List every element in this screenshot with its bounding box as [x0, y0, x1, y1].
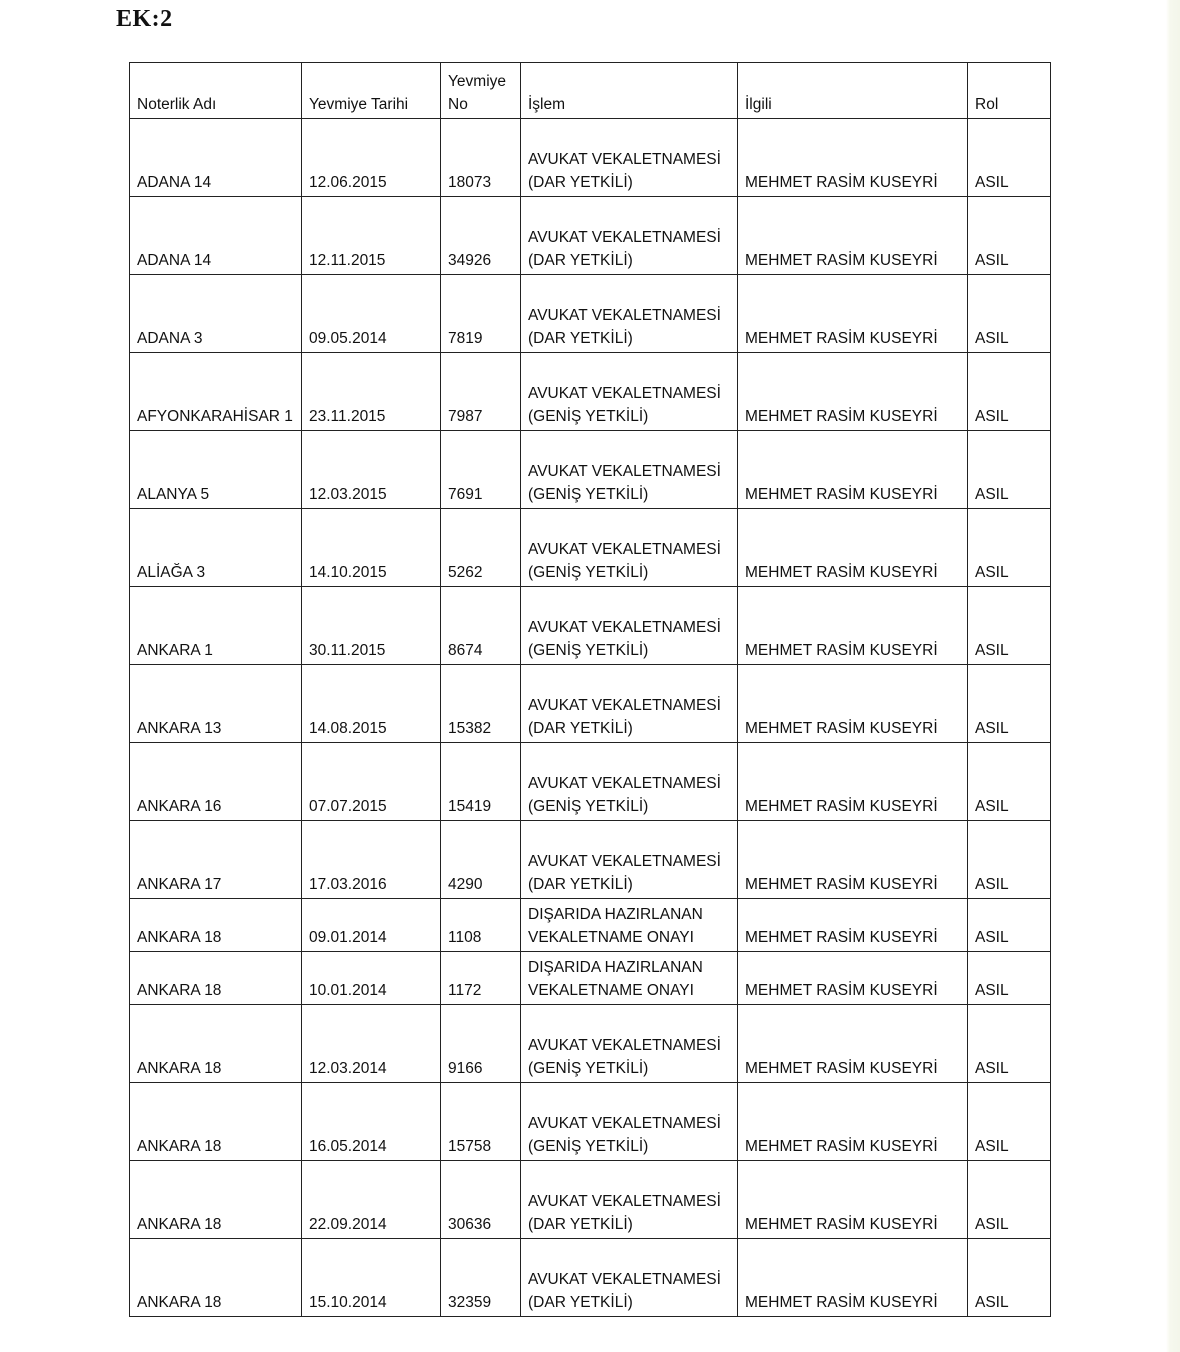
cell-yevmiye-tarihi: 15.10.2014: [302, 1239, 441, 1317]
islem-line: AVUKAT VEKALETNAMESİ: [528, 151, 721, 168]
islem-line: AVUKAT VEKALETNAMESİ: [528, 1271, 721, 1288]
cell-rol: ASIL: [968, 821, 1051, 899]
cell-rol: ASIL: [968, 353, 1051, 431]
cell-noterlik: ANKARA 16: [130, 743, 302, 821]
cell-yevmiye-tarihi: 07.07.2015: [302, 743, 441, 821]
cell-islem: [521, 743, 738, 821]
cell-noterlik: ANKARA 17: [130, 821, 302, 899]
islem-line: AVUKAT VEKALETNAMESİ: [528, 541, 721, 558]
table-row: [130, 431, 1051, 509]
cell-rol: ASIL: [968, 119, 1051, 197]
islem-line: (DAR YETKİLİ): [528, 1216, 633, 1233]
cell-yevmiye-no: 5262: [441, 509, 521, 587]
cell-ilgili: MEHMET RASİM KUSEYRİ: [738, 197, 968, 275]
cell-noterlik: ANKARA 18: [130, 1005, 302, 1083]
cell-yevmiye-tarihi: 16.05.2014: [302, 1083, 441, 1161]
cell-ilgili: MEHMET RASİM KUSEYRİ: [738, 587, 968, 665]
table-row: [130, 821, 1051, 899]
islem-line: (DAR YETKİLİ): [528, 252, 633, 269]
cell-ilgili: MEHMET RASİM KUSEYRİ: [738, 665, 968, 743]
cell-yevmiye-no: 15758: [441, 1083, 521, 1161]
cell-noterlik: AFYONKARAHİSAR 1: [130, 353, 302, 431]
cell-islem: [521, 665, 738, 743]
cell-ilgili: MEHMET RASİM KUSEYRİ: [738, 1005, 968, 1083]
cell-yevmiye-tarihi: 17.03.2016: [302, 821, 441, 899]
islem-line: AVUKAT VEKALETNAMESİ: [528, 385, 721, 402]
cell-rol: ASIL: [968, 665, 1051, 743]
cell-ilgili: MEHMET RASİM KUSEYRİ: [738, 509, 968, 587]
islem-line: AVUKAT VEKALETNAMESİ: [528, 697, 721, 714]
cell-islem: [521, 1005, 738, 1083]
cell-yevmiye-no: 7691: [441, 431, 521, 509]
cell-yevmiye-no: 34926: [441, 197, 521, 275]
islem-line: (DAR YETKİLİ): [528, 720, 633, 737]
islem-line: VEKALETNAME ONAYI: [528, 982, 694, 999]
cell-islem: [521, 1239, 738, 1317]
cell-rol: ASIL: [968, 1005, 1051, 1083]
islem-line: AVUKAT VEKALETNAMESİ: [528, 853, 721, 870]
cell-rol: ASIL: [968, 952, 1051, 1005]
table-row: [130, 509, 1051, 587]
cell-yevmiye-no: 15382: [441, 665, 521, 743]
cell-ilgili: MEHMET RASİM KUSEYRİ: [738, 899, 968, 952]
header-ilgili: İlgili: [738, 63, 968, 119]
table-row: [130, 665, 1051, 743]
cell-islem: [521, 1083, 738, 1161]
islem-line: AVUKAT VEKALETNAMESİ: [528, 1037, 721, 1054]
cell-ilgili: MEHMET RASİM KUSEYRİ: [738, 1083, 968, 1161]
islem-line: (GENİŞ YETKİLİ): [528, 486, 649, 503]
header-yevmiye-tarihi: Yevmiye Tarihi: [302, 63, 441, 119]
cell-yevmiye-tarihi: 23.11.2015: [302, 353, 441, 431]
cell-yevmiye-tarihi: 12.06.2015: [302, 119, 441, 197]
cell-yevmiye-tarihi: 14.08.2015: [302, 665, 441, 743]
islem-line: (DAR YETKİLİ): [528, 330, 633, 347]
cell-yevmiye-no: 7987: [441, 353, 521, 431]
islem-line: AVUKAT VEKALETNAMESİ: [528, 1115, 721, 1132]
cell-islem: [521, 119, 738, 197]
cell-noterlik: ANKARA 18: [130, 1239, 302, 1317]
table-row: [130, 275, 1051, 353]
islem-line: DIŞARIDA HAZIRLANAN: [528, 906, 703, 923]
table-row: [130, 1083, 1051, 1161]
cell-yevmiye-tarihi: 09.01.2014: [302, 899, 441, 952]
cell-noterlik: ANKARA 18: [130, 1083, 302, 1161]
islem-line: AVUKAT VEKALETNAMESİ: [528, 775, 721, 792]
islem-line: (GENİŞ YETKİLİ): [528, 1138, 649, 1155]
cell-noterlik: ALİAĞA 3: [130, 509, 302, 587]
cell-yevmiye-no: 8674: [441, 587, 521, 665]
cell-yevmiye-tarihi: 14.10.2015: [302, 509, 441, 587]
cell-rol: ASIL: [968, 899, 1051, 952]
cell-rol: ASIL: [968, 275, 1051, 353]
cell-islem: [521, 431, 738, 509]
cell-islem: [521, 1161, 738, 1239]
table-header-row: [130, 63, 1051, 119]
cell-noterlik: ANKARA 13: [130, 665, 302, 743]
cell-yevmiye-tarihi: 22.09.2014: [302, 1161, 441, 1239]
cell-ilgili: MEHMET RASİM KUSEYRİ: [738, 119, 968, 197]
table-row: [130, 353, 1051, 431]
islem-line: VEKALETNAME ONAYI: [528, 929, 694, 946]
cell-rol: ASIL: [968, 1161, 1051, 1239]
cell-rol: ASIL: [968, 431, 1051, 509]
cell-islem: [521, 899, 738, 952]
cell-yevmiye-tarihi: 12.11.2015: [302, 197, 441, 275]
cell-yevmiye-no: 15419: [441, 743, 521, 821]
header-islem: İşlem: [521, 63, 738, 119]
table-row: [130, 1239, 1051, 1317]
islem-line: (GENİŞ YETKİLİ): [528, 642, 649, 659]
cell-ilgili: MEHMET RASİM KUSEYRİ: [738, 952, 968, 1005]
cell-islem: [521, 197, 738, 275]
cell-islem: [521, 353, 738, 431]
cell-rol: ASIL: [968, 509, 1051, 587]
header-yevmiye-no: Yevmiye No: [441, 63, 521, 119]
cell-yevmiye-no: 30636: [441, 1161, 521, 1239]
islem-line: DIŞARIDA HAZIRLANAN: [528, 959, 703, 976]
cell-noterlik: ANKARA 18: [130, 952, 302, 1005]
notary-records-table: [129, 62, 1051, 1317]
cell-yevmiye-no: 7819: [441, 275, 521, 353]
cell-yevmiye-no: 1108: [441, 899, 521, 952]
table-row: [130, 197, 1051, 275]
cell-rol: ASIL: [968, 1083, 1051, 1161]
cell-rol: ASIL: [968, 587, 1051, 665]
cell-islem: [521, 587, 738, 665]
cell-rol: ASIL: [968, 743, 1051, 821]
cell-ilgili: MEHMET RASİM KUSEYRİ: [738, 743, 968, 821]
cell-yevmiye-no: 32359: [441, 1239, 521, 1317]
table-body: [130, 119, 1051, 1317]
table-row: [130, 587, 1051, 665]
table-row: [130, 1005, 1051, 1083]
header-noterlik-adi: Noterlik Adı: [130, 63, 302, 119]
cell-yevmiye-no: 18073: [441, 119, 521, 197]
cell-yevmiye-tarihi: 09.05.2014: [302, 275, 441, 353]
islem-line: (GENİŞ YETKİLİ): [528, 798, 649, 815]
table-row: [130, 899, 1051, 952]
islem-line: (DAR YETKİLİ): [528, 1294, 633, 1311]
cell-ilgili: MEHMET RASİM KUSEYRİ: [738, 353, 968, 431]
islem-line: (DAR YETKİLİ): [528, 174, 633, 191]
cell-yevmiye-no: 9166: [441, 1005, 521, 1083]
cell-ilgili: MEHMET RASİM KUSEYRİ: [738, 821, 968, 899]
cell-noterlik: ADANA 14: [130, 197, 302, 275]
cell-ilgili: MEHMET RASİM KUSEYRİ: [738, 431, 968, 509]
cell-yevmiye-tarihi: 12.03.2014: [302, 1005, 441, 1083]
cell-ilgili: MEHMET RASİM KUSEYRİ: [738, 1239, 968, 1317]
cell-noterlik: ADANA 14: [130, 119, 302, 197]
cell-noterlik: ANKARA 18: [130, 899, 302, 952]
cell-rol: ASIL: [968, 197, 1051, 275]
cell-noterlik: ANKARA 18: [130, 1161, 302, 1239]
islem-line: AVUKAT VEKALETNAMESİ: [528, 463, 721, 480]
cell-yevmiye-tarihi: 30.11.2015: [302, 587, 441, 665]
page-edge-shading: [1066, 0, 1180, 1352]
islem-line: AVUKAT VEKALETNAMESİ: [528, 619, 721, 636]
table-row: [130, 1161, 1051, 1239]
table-row: [130, 743, 1051, 821]
cell-yevmiye-tarihi: 10.01.2014: [302, 952, 441, 1005]
islem-line: (GENİŞ YETKİLİ): [528, 408, 649, 425]
cell-ilgili: MEHMET RASİM KUSEYRİ: [738, 275, 968, 353]
header-rol: Rol: [968, 63, 1051, 119]
table-row: [130, 952, 1051, 1005]
cell-ilgili: MEHMET RASİM KUSEYRİ: [738, 1161, 968, 1239]
cell-islem: [521, 821, 738, 899]
document-title: EK:2: [116, 6, 173, 32]
islem-line: AVUKAT VEKALETNAMESİ: [528, 1193, 721, 1210]
islem-line: (GENİŞ YETKİLİ): [528, 564, 649, 581]
islem-line: (DAR YETKİLİ): [528, 876, 633, 893]
cell-yevmiye-no: 4290: [441, 821, 521, 899]
islem-line: (GENİŞ YETKİLİ): [528, 1060, 649, 1077]
cell-islem: [521, 275, 738, 353]
islem-line: AVUKAT VEKALETNAMESİ: [528, 229, 721, 246]
cell-noterlik: ALANYA 5: [130, 431, 302, 509]
cell-islem: [521, 952, 738, 1005]
islem-line: AVUKAT VEKALETNAMESİ: [528, 307, 721, 324]
cell-noterlik: ANKARA 1: [130, 587, 302, 665]
cell-rol: ASIL: [968, 1239, 1051, 1317]
cell-islem: [521, 509, 738, 587]
cell-yevmiye-no: 1172: [441, 952, 521, 1005]
table-row: [130, 119, 1051, 197]
cell-noterlik: ADANA 3: [130, 275, 302, 353]
cell-yevmiye-tarihi: 12.03.2015: [302, 431, 441, 509]
